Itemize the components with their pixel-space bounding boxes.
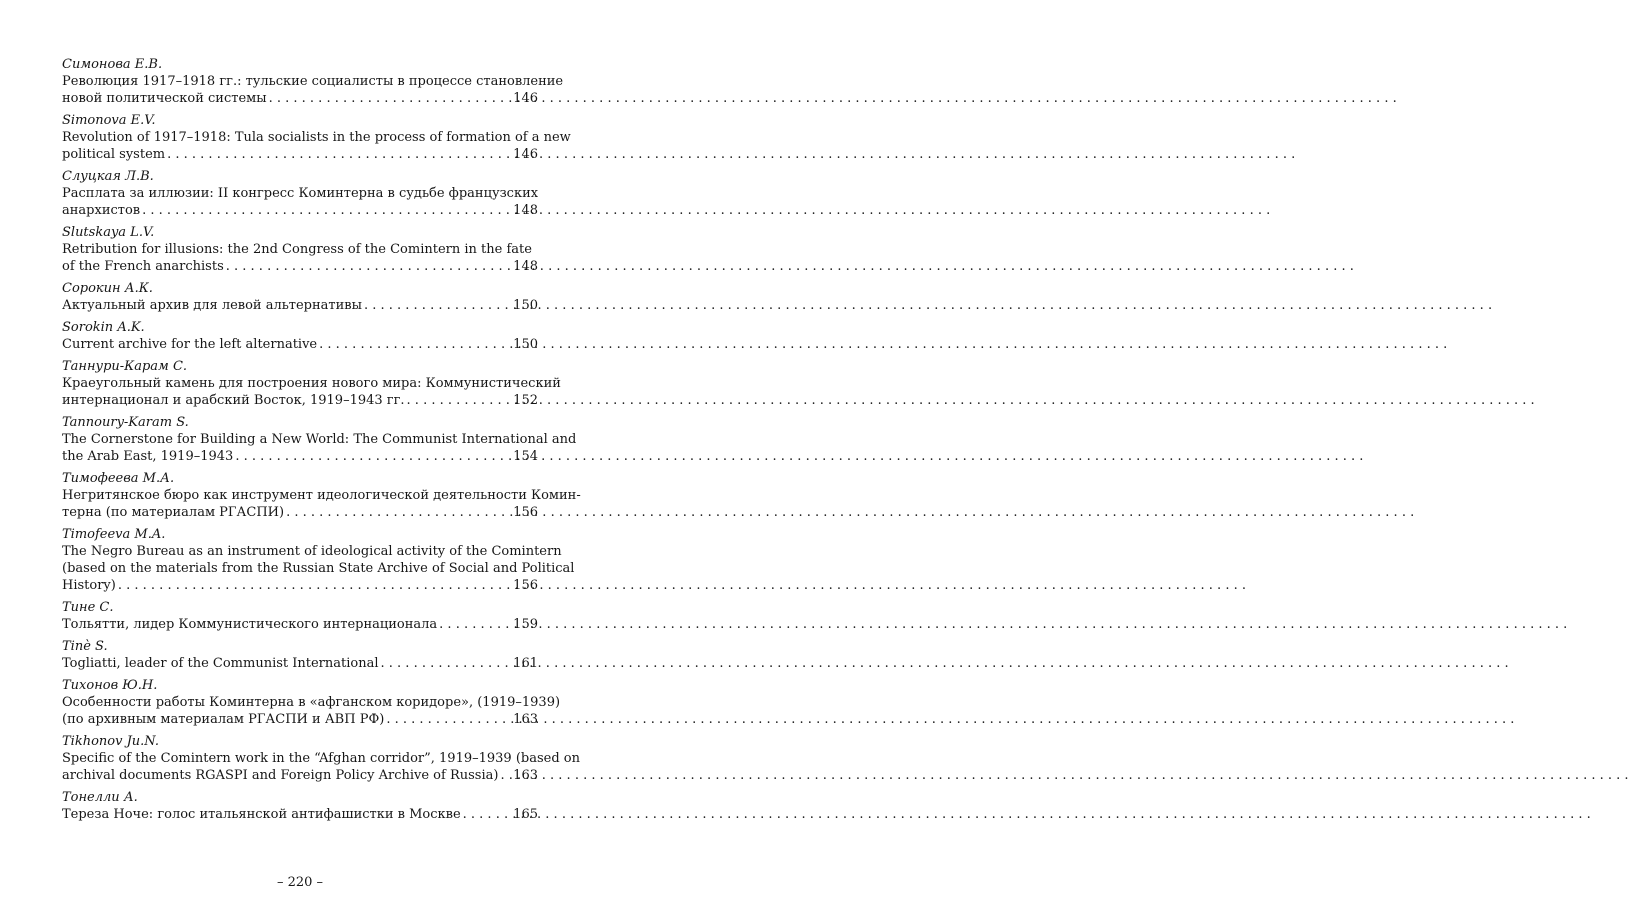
toc-entry xyxy=(62,599,538,633)
dot-leader xyxy=(142,202,511,219)
entry-title-line: Current archive for the left alternative xyxy=(62,337,318,352)
entry-title-line: Негритянское бюро как инструмент идеологической деятельности Комин- xyxy=(62,488,581,503)
entry-author: Сорокин А.К. xyxy=(62,281,153,296)
entry-page-number: 156 xyxy=(513,505,538,520)
entry-page-number: 163 xyxy=(513,768,538,783)
toc-entry xyxy=(62,112,571,163)
entry-title-last-line xyxy=(62,448,538,465)
entry-author: Симонова Е.В. xyxy=(62,57,163,72)
entry-title-line: the Arab East, 1919–1943 xyxy=(62,449,234,464)
entry-title-last-line xyxy=(62,504,538,521)
entry-title-last-line xyxy=(62,711,538,728)
entry-title-last-line xyxy=(62,258,538,275)
entry-title-last-line xyxy=(62,655,538,672)
entry-author: Тихонов Ю.Н. xyxy=(62,678,158,693)
entry-page-number: 154 xyxy=(513,449,538,464)
dot-leader xyxy=(319,336,511,353)
entry-title-last-line xyxy=(62,767,538,784)
entry-title-line: of the French anarchists xyxy=(62,259,224,274)
entry-page-number: 156 xyxy=(513,578,538,593)
entry-author: Tinè S. xyxy=(62,639,108,654)
toc-entry xyxy=(62,319,538,353)
entry-title-last-line xyxy=(62,336,538,353)
toc-entry xyxy=(62,168,538,219)
entry-title-line: терна (по материалам РГАСПИ) xyxy=(62,505,285,520)
entry-page-number: 150 xyxy=(513,298,538,313)
entry-title-line: Retribution for illusions: the 2nd Congress of the Comintern in the fate xyxy=(62,242,532,257)
dot-leader xyxy=(286,504,511,521)
entry-title-line: Краеугольный камень для построения нового мира: Коммунистический xyxy=(62,376,561,391)
toc-entry xyxy=(62,280,538,314)
entry-page-number: 148 xyxy=(513,259,538,274)
entry-title-line: Особенности работы Коминтерна в «афганском коридоре», (1919–1939) xyxy=(62,695,561,710)
dot-leader xyxy=(500,767,511,784)
dot-leader xyxy=(364,297,511,314)
entry-title-line: The Cornerstone for Building a New World: The Communist International and xyxy=(62,432,577,447)
entry-title-line: The Negro Bureau as an instrument of ideological activity of the Comintern xyxy=(62,544,562,559)
entry-page-number: 150 xyxy=(513,337,538,352)
entry-author: Tannoury-Karam S. xyxy=(62,415,189,430)
entry-page-number: 159 xyxy=(513,617,538,632)
toc-entry xyxy=(62,56,564,107)
page-number: – 220 – xyxy=(276,875,324,890)
entry-title-line: Specific of the Comintern work in the “Afghan corridor”, 1919–1939 (based on xyxy=(62,751,580,766)
entry-title-line: Актуальный архив для левой альтернативы xyxy=(62,298,362,313)
toc-entry xyxy=(62,526,575,594)
toc-entry xyxy=(62,789,538,823)
entry-title-line: (по архивным материалам РГАСПИ и АВП РФ) xyxy=(62,712,385,727)
entry-page-number: 163 xyxy=(513,712,538,727)
entry-title-line: Revolution of 1917–1918: Tula socialists in the process of formation of a new xyxy=(62,130,571,145)
dot-leader xyxy=(463,806,512,823)
entry-title-line: History) xyxy=(62,578,116,593)
toc-entry xyxy=(62,638,538,672)
entry-title-last-line xyxy=(62,90,538,107)
entry-title-last-line xyxy=(62,392,538,409)
entry-author: Тимофеева М.А. xyxy=(62,471,175,486)
dot-leader xyxy=(381,655,512,672)
toc-entry xyxy=(62,224,538,275)
entry-page-number: 152 xyxy=(513,393,538,408)
entry-title-last-line xyxy=(62,297,538,314)
entry-title-line: Революция 1917–1918 гг.: тульские социалисты в процессе становление xyxy=(62,74,564,89)
entry-author: Sorokin A.K. xyxy=(62,320,145,335)
dot-leader xyxy=(439,616,511,633)
entry-title-line: Тереза Ноче: голос итальянской антифашистки в Москве xyxy=(62,807,461,822)
entry-title-last-line xyxy=(62,577,538,594)
toc-entry xyxy=(62,358,561,409)
entry-page-number: 165 xyxy=(513,807,538,822)
entry-author: Тине С. xyxy=(62,600,114,615)
entry-page-number: 146 xyxy=(513,147,538,162)
dot-leader xyxy=(226,258,511,275)
entry-page-number: 161 xyxy=(513,656,538,671)
entry-author: Timofeeva M.A. xyxy=(62,527,166,542)
toc-entry xyxy=(62,677,561,728)
entry-title-last-line xyxy=(62,616,538,633)
dot-leader xyxy=(167,146,511,163)
entry-page-number: 148 xyxy=(513,203,538,218)
entry-title-line: Togliatti, leader of the Communist International xyxy=(62,656,379,671)
table-of-contents xyxy=(62,56,581,828)
entry-author: Таннури-Карам С. xyxy=(62,359,188,374)
entry-author: Simonova E.V. xyxy=(62,113,156,128)
entry-title-last-line xyxy=(62,146,538,163)
entry-title-line: новой политической системы xyxy=(62,91,267,106)
entry-title-line: archival documents RGASPI and Foreign Policy Archive of Russia) xyxy=(62,768,499,783)
entry-title-line: political system xyxy=(62,147,166,162)
toc-entry xyxy=(62,470,581,521)
entry-author: Tikhonov Ju.N. xyxy=(62,734,159,749)
dot-leader xyxy=(235,448,511,465)
entry-title-line: Тольятти, лидер Коммунистического интернационала xyxy=(62,617,438,632)
entry-title-line: Расплата за иллюзии: II конгресс Коминтерна в судьбе французских xyxy=(62,186,539,201)
entry-author: Слуцкая Л.В. xyxy=(62,169,154,184)
entry-author: Slutskaya L.V. xyxy=(62,225,155,240)
entry-title-line: анархистов xyxy=(62,203,141,218)
dot-leader xyxy=(386,711,511,728)
entry-page-number: 146 xyxy=(513,91,538,106)
dot-leader xyxy=(407,392,512,409)
entry-author: Тонелли А. xyxy=(62,790,138,805)
document-page xyxy=(0,0,600,922)
dot-leader xyxy=(118,577,511,594)
entry-title-last-line xyxy=(62,202,538,219)
entry-title-last-line xyxy=(62,806,538,823)
toc-entry xyxy=(62,414,577,465)
dot-leader xyxy=(269,90,512,107)
entry-title-line: интернационал и арабский Восток, 1919–1943 гг. xyxy=(62,393,405,408)
entry-title-line: (based on the materials from the Russian State Archive of Social and Political xyxy=(62,561,575,576)
toc-entry xyxy=(62,733,580,784)
